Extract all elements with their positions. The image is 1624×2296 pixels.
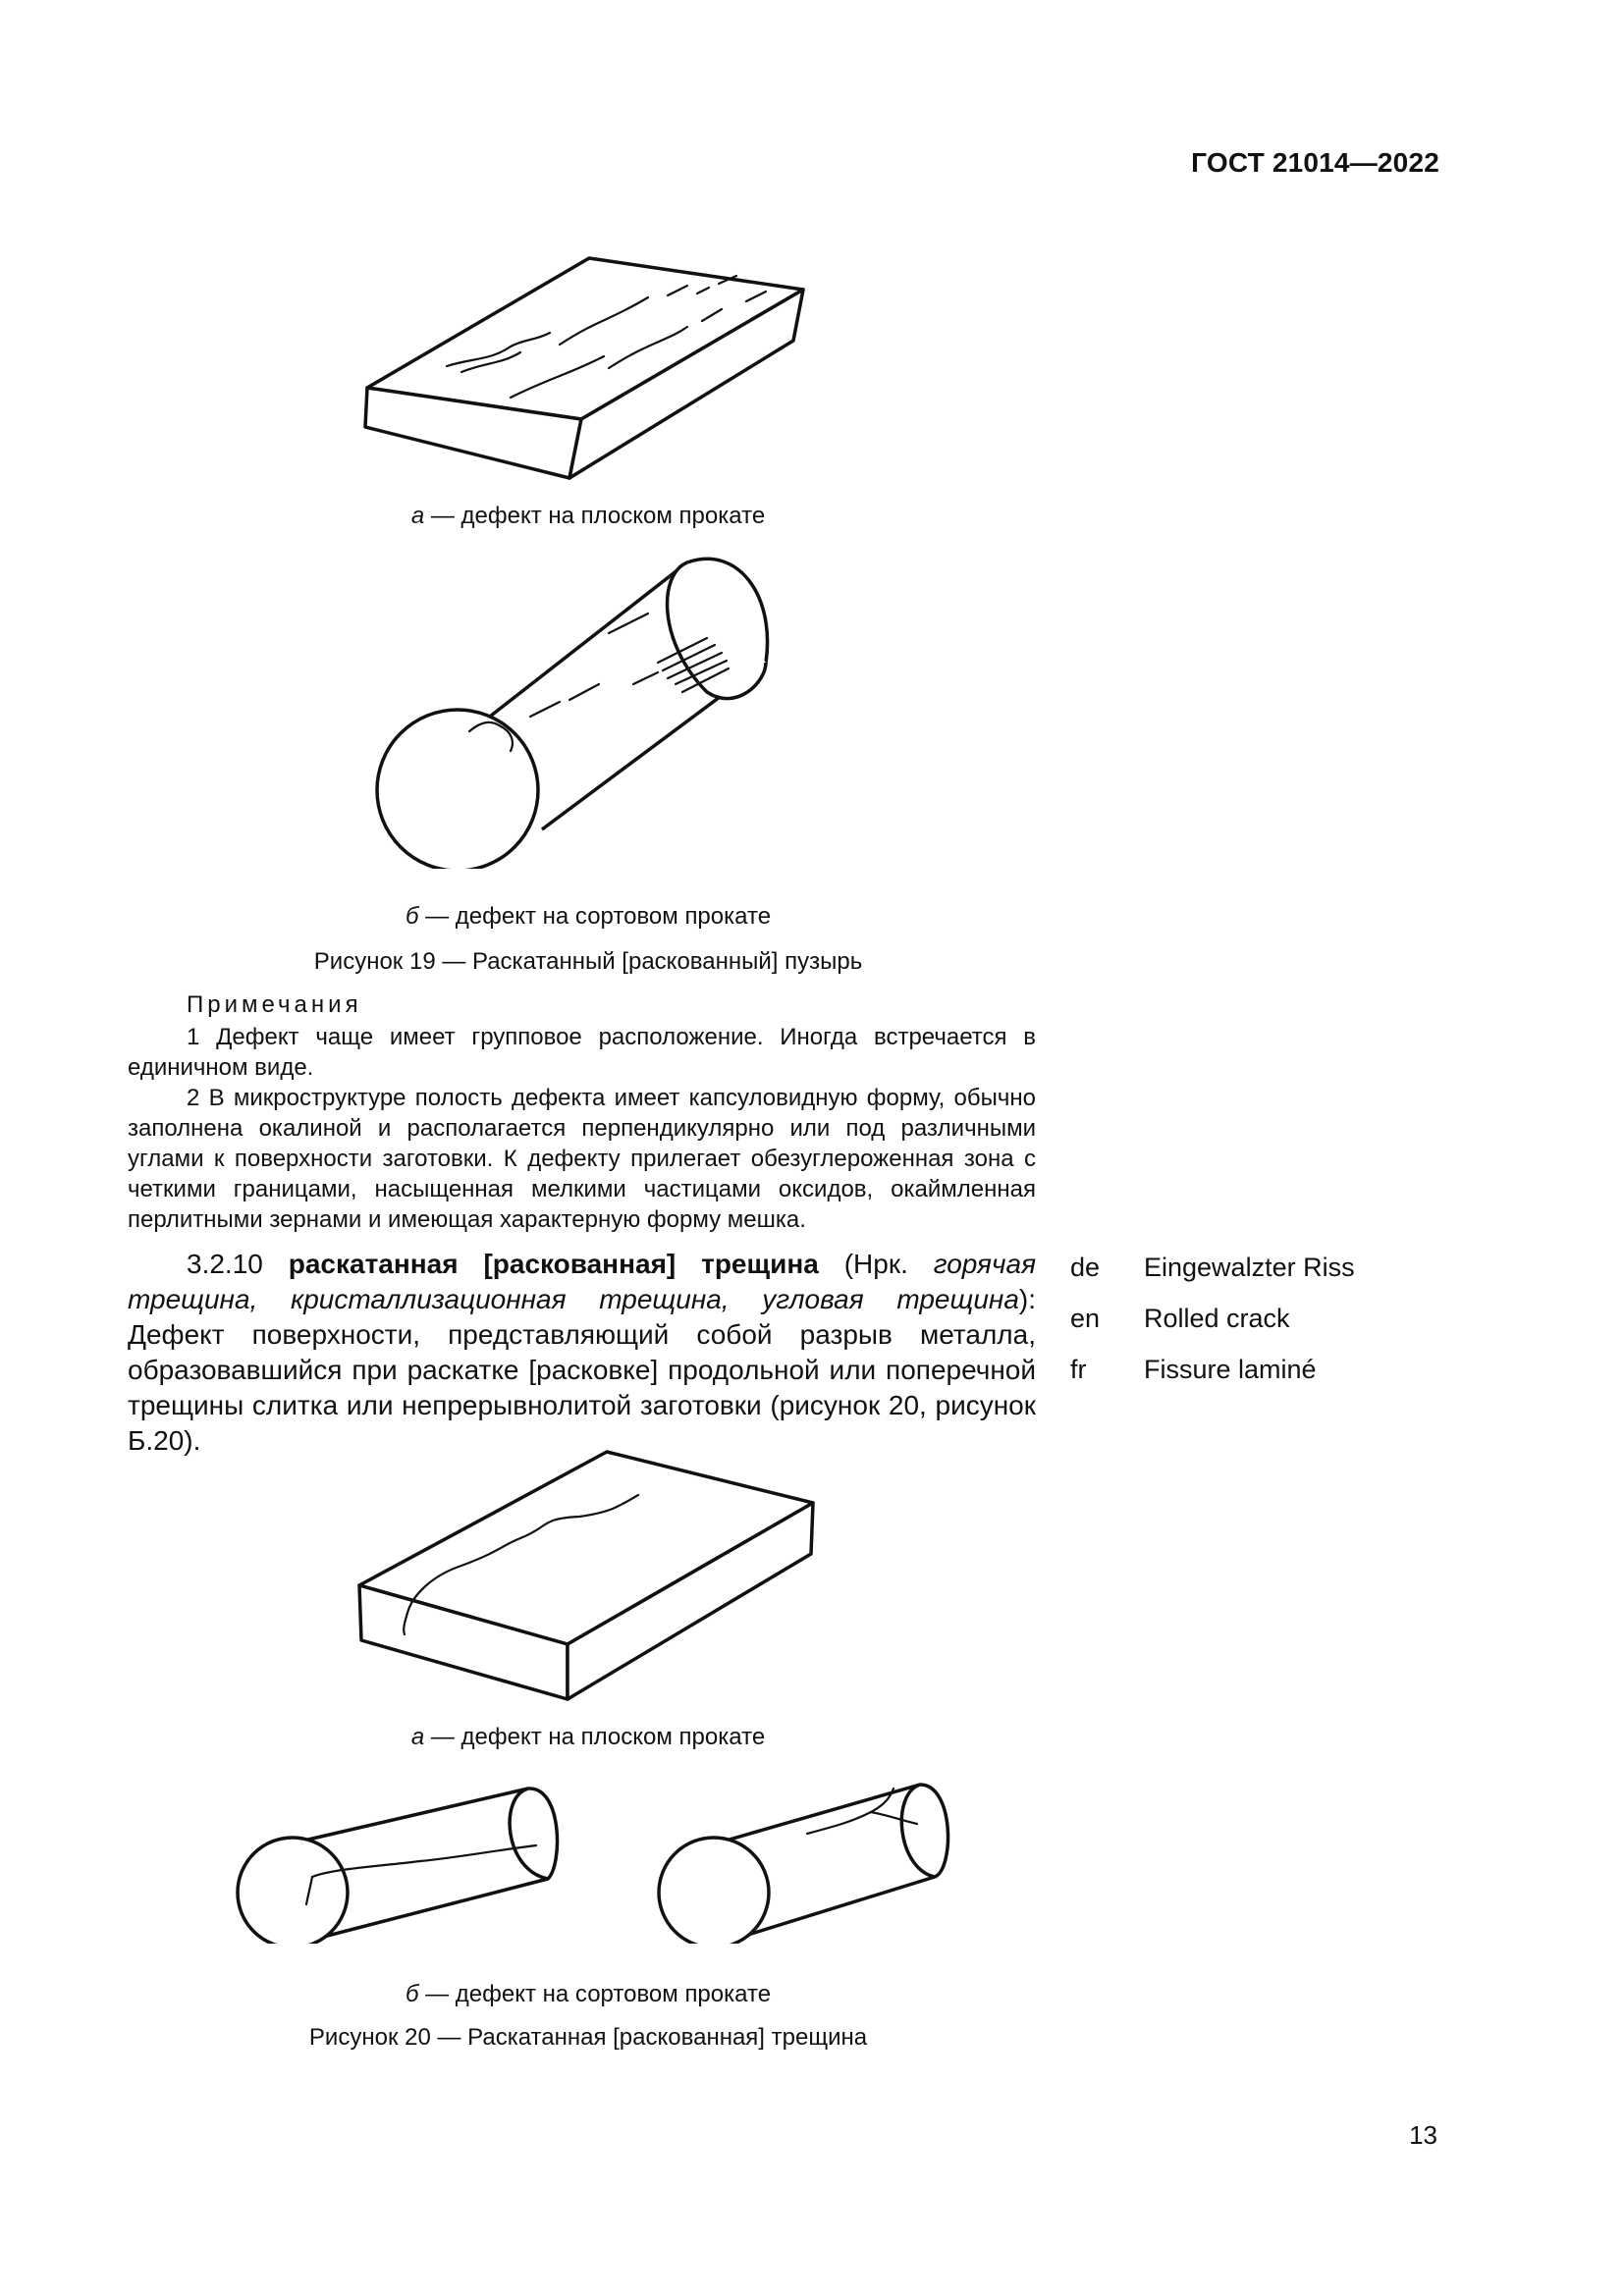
- definition-synonyms: горячая трещина, кристаллизационная трещина, угловая трещина: [128, 1249, 1037, 1314]
- document-code: ГОСТ 21014—2022: [1191, 147, 1439, 178]
- figure-19b-caption-letter: б: [405, 903, 419, 930]
- term-lang-de: de: [1070, 1253, 1101, 1282]
- definition-term: раскатанная [раскованная] трещина: [288, 1249, 819, 1279]
- page-number: 13: [1409, 2120, 1437, 2150]
- note-1: 1 Дефект чаще имеет групповое расположение. Иногда встречается в единичном виде.: [128, 1024, 1036, 1081]
- term-en: Rolled crack: [1144, 1304, 1290, 1333]
- figure-20a-flat-plate-drawing: [353, 1448, 825, 1713]
- definition-synonyms-prefix: (Нрк.: [843, 1249, 908, 1279]
- definition-text: Дефект поверхности, представляющий собой разрыв металла, образовавшийся при раскатке [расковке] продольной или поперечной трещины слитка или непрерывнолитой заготовки (рисунок 20, рисунок Б.20).: [128, 1319, 1036, 1456]
- figure-19b-round-bar-drawing: [363, 555, 825, 869]
- term-fr: Fissure laminé: [1144, 1355, 1317, 1384]
- figure-19a-caption: [195, 503, 981, 530]
- definition-3-2-10: [128, 1247, 1036, 1459]
- figure-20b-caption: [195, 1981, 981, 2008]
- term-de: Eingewalzter Riss: [1144, 1253, 1355, 1282]
- figure-20-title: Рисунок 20 — Раскатанная [раскованная] трещина: [308, 2024, 868, 2051]
- figure-20b-right-round-bar-drawing: [640, 1767, 964, 1944]
- figure-19b-caption: [195, 903, 981, 931]
- figure-20b-left-round-bar-drawing: [224, 1767, 577, 1944]
- figure-19b-caption-text: — дефект на сортовом прокате: [418, 903, 772, 930]
- figure-19a-caption-text: — дефект на плоском прокате: [424, 503, 766, 529]
- figure-19-title: Рисунок 19 — Раскатанный [раскованный] пузырь: [313, 948, 863, 975]
- definition-number: 3.2.10: [187, 1249, 263, 1279]
- figure-20b-caption-letter: б: [405, 1981, 419, 2007]
- figure-20b-caption-text: — дефект на сортовом прокате: [418, 1981, 772, 2007]
- notes-heading: Примечания: [187, 991, 362, 1018]
- figure-19a-flat-plate-drawing: [353, 250, 825, 486]
- term-lang-fr: fr: [1070, 1355, 1087, 1384]
- figure-20a-caption: [195, 1724, 981, 1751]
- figure-19a-caption-letter: а: [410, 503, 425, 529]
- note-2: 2 В микроструктуре полость дефекта имеет капсуловидную форму, обычно заполнена окалиной и располагается перпендикулярно или под различными углами к поверхности заготовки. К дефекту прилегает обезуглероженная зона с четкими границами, насыщенная мелкими частицами оксидов, окаймленная перлитными зернами и имеющая характерную форму мешка.: [128, 1085, 1036, 1233]
- figure-20a-caption-text: — дефект на плоском прокате: [424, 1724, 766, 1750]
- definition-synonyms-suffix: ):: [1018, 1284, 1036, 1314]
- term-lang-en: en: [1070, 1304, 1101, 1333]
- figure-20a-caption-letter: а: [410, 1724, 425, 1750]
